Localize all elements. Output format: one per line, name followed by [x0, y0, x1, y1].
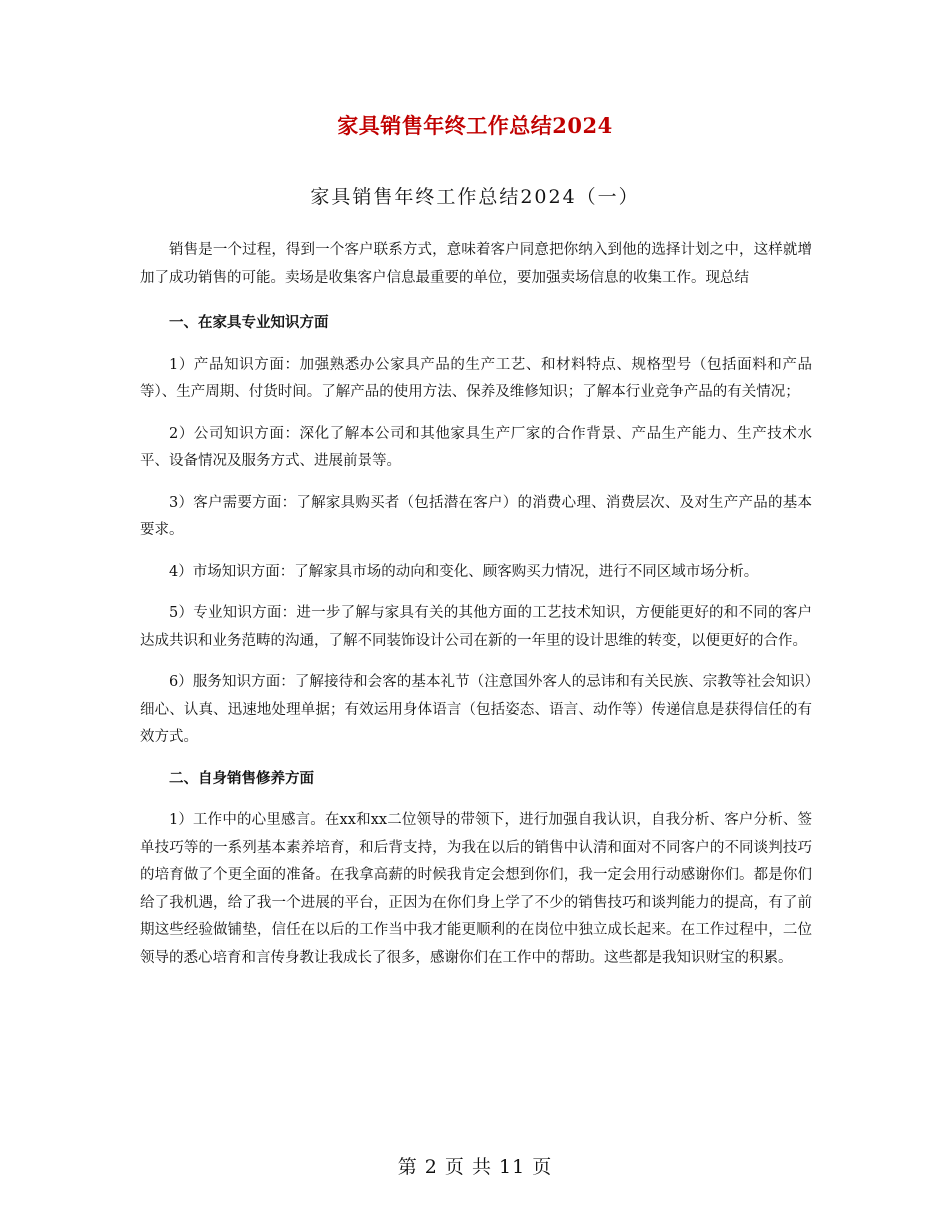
document-body [140, 237, 812, 986]
section-1-item: 2）公司知识方面：深化了解本公司和其他家具生产厂家的合作背景、产品生产能力、生产技术水平、设备情况及服务方式、进展前景等。 [140, 425, 812, 469]
section-1-item: 3）客户需要方面：了解家具购买者（包括潜在客户）的消费心理、消费层次、及对生产产品的基本要求。 [140, 494, 812, 538]
document-subtitle: 家具销售年终工作总结2024（一） [310, 186, 640, 208]
page-number-footer: 第 2 页 共 11 页 [397, 1156, 553, 1178]
document-title: 家具销售年终工作总结2024 [337, 113, 613, 138]
intro-paragraph: 销售是一个过程，得到一个客户联系方式，意味着客户同意把你纳入到他的选择计划之中，这样就增加了成功销售的可能。卖场是收集客户信息最重要的单位，要加强卖场信息的收集工作。现总结 [140, 242, 812, 286]
section-1-item: 1）产品知识方面：加强熟悉办公家具产品的生产工艺、和材料特点、规格型号（包括面料和产品等）、生产周期、付货时间。了解产品的使用方法、保养及维修知识；了解本行业竞争产品的有关情况； [140, 356, 812, 400]
section-1-item: 5）专业知识方面：进一步了解与家具有关的其他方面的工艺技术知识，方便能更好的和不同的客户达成共识和业务范畴的沟通，了解不同装饰设计公司在新的一年里的设计思维的转变，以便更好的合作。 [140, 605, 812, 649]
section-1-item: 6）服务知识方面：了解接待和会客的基本礼节（注意国外客人的忌讳和有关民族、宗教等社会知识）细心、认真、迅速地处理单据；有效运用身体语言（包括姿态、语言、动作等）传递信息是获得信任的有效方式。 [140, 674, 812, 745]
section-2-heading: 二、自身销售修养方面 [169, 770, 314, 787]
section-2-item: 1）工作中的心里感言。在xx和xx二位领导的带领下，进行加强自我认识，自我分析、客户分析、签单技巧等的一系列基本素养培育，和后背支持，为我在以后的销售中认清和面对不同客户的不同谈判技巧的培育做了个更全面的准备。在我拿高薪的时候我肯定会想到你们，我一定会用行动感谢你们。都是你们给了我机遇，给了我一个进展的平台，正因为在你们身上学了不少的销售技巧和谈判能力的提高，有了前期这些经验做铺垫，信任在以后的工作当中我才能更顺利的在岗位中独立成长起来。在工作过程中，二位领导的悉心培育和言传身教让我成长了很多，感谢你们在工作中的帮助。这些都是我知识财宝的积累。 [140, 812, 812, 966]
section-1-heading: 一、在家具专业知识方面 [169, 315, 329, 331]
section-1-item: 4）市场知识方面：了解家具市场的动向和变化、顾客购买力情况，进行不同区域市场分析。 [169, 563, 759, 580]
